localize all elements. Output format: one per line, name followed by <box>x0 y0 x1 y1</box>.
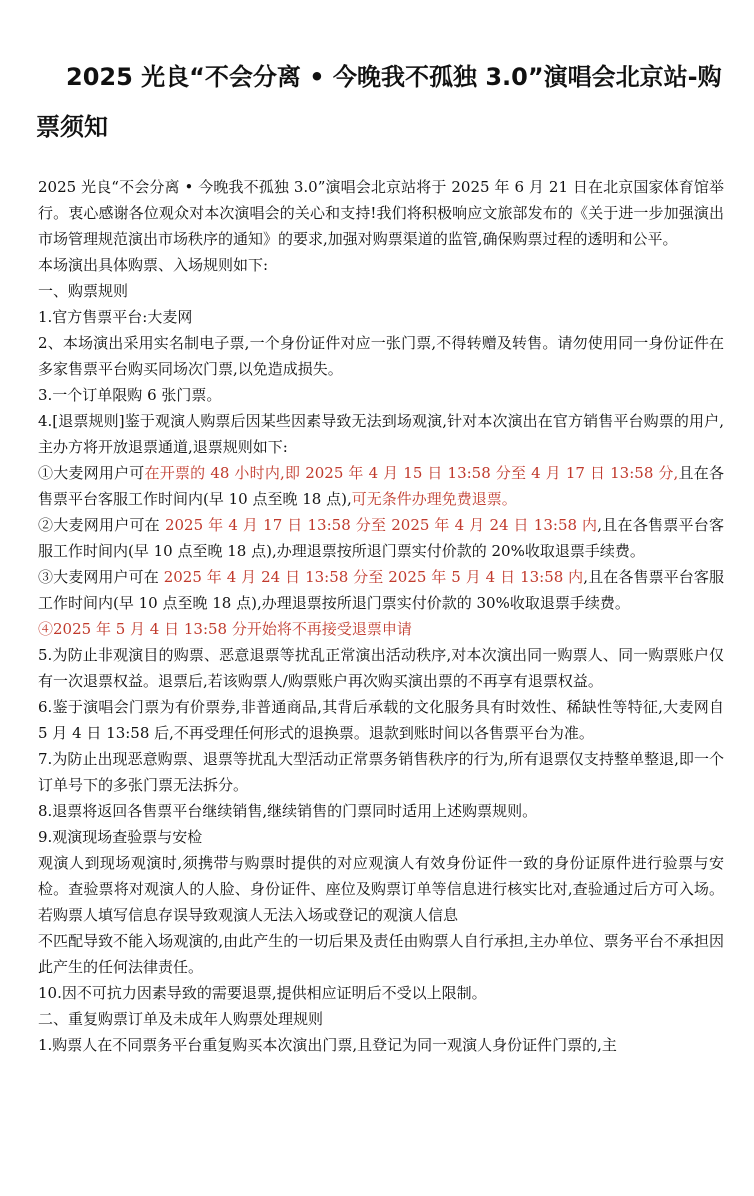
intro-paragraph: 2025 光良“不会分离 • 今晚我不孤独 3.0”演唱会北京站将于 2025 年 6 月 21 日在北京国家体育馆举行。衷心感谢各位观众对本次演唱会的关心和支持!我们将积极响应文旅部发布的《关于进一步加强演出市场管理规范演出市场秩序的通知》的要求,加强对购票渠道的监管,确保购票过程的透明和公平。 <box>38 178 724 248</box>
rule-item-2: 2、本场演出采用实名制电子票,一个身份证件对应一张门票,不得转赠及转售。请勿使用同一身份证件在多家售票平台购买同场次门票,以免造成损失。 <box>38 334 724 378</box>
rule-item-9-text-1: 观演人到现场观演时,须携带与购票时提供的对应观演人有效身份证件一致的身份证原件进行验票与安检。查验票将对观演人的人脸、身份证件、座位及购票订单等信息进行核实比对,查验通过后方可入场。若购票人填写信息存误导致观演人无法入场或登记的观演人信息 <box>38 854 724 924</box>
document-title: 2025 光良“不会分离 • 今晚我不孤独 3.0”演唱会北京站-购票须知 <box>36 63 722 141</box>
section-2-item-1: 1.购票人在不同票务平台重复购买本次演出门票,且登记为同一观演人身份证件门票的,主 <box>38 1036 617 1054</box>
refund-rule-1-hours: 且在各售票平台客服工作时间内(早 10 点至晚 18 点), <box>38 464 724 508</box>
rule-item-3: 3.一个订单限购 6 张门票。 <box>38 386 222 404</box>
rule-item-7: 7.为防止出现恶意购票、退票等扰乱大型活动正常票务销售秩序的行为,所有退票仅支持整单整退,即一个订单号下的多张门票无法拆分。 <box>38 750 724 794</box>
rule-item-8: 8.退票将返回各售票平台继续销售,继续销售的门票同时适用上述购票规则。 <box>38 802 538 820</box>
refund-rule-3-detail: ,且在各售票平台客服工作时间内(早 10 点至晚 18 点),办理退票按所退门票实付价款的 30%收取退票手续费。 <box>38 568 724 612</box>
document-body <box>38 174 724 1058</box>
rules-intro: 本场演出具体购票、入场规则如下: <box>38 256 269 274</box>
rule-item-1: 1.官方售票平台:大麦网 <box>38 308 193 326</box>
refund-rule-2-detail: ,且在各售票平台客服工作时间内(早 10 点至晚 18 点),办理退票按所退门票实付价款的 20%收取退票手续费。 <box>38 516 724 560</box>
rule-item-6: 6.鉴于演唱会门票为有价票券,非普通商品,其背后承载的文化服务具有时效性、稀缺性等特征,大麦网自 5 月 4 日 13:58 后,不再受理任何形式的退换票。退款到账时间以各售票平台为准。 <box>38 698 724 742</box>
refund-rule-1-condition: 可无条件办理免费退票。 <box>351 490 517 508</box>
refund-rule-1-period: 在开票的 48 小时内,即 2025 年 4 月 15 日 13:58 分至 4 月 17 日 13:58 分, <box>144 464 679 482</box>
section-heading-ticket-rules: 一、购票规则 <box>38 282 129 300</box>
rule-item-5: 5.为防止非观演目的购票、恶意退票等扰乱正常演出活动秩序,对本次演出同一购票人、同一购票账户仅有一次退票权益。退票后,若该购票人/购票账户再次购买演出票的不再享有退票权益。 <box>38 646 724 690</box>
refund-rule-3-period: 2025 年 4 月 24 日 13:58 分至 2025 年 5 月 4 日 13:58 内 <box>163 568 584 586</box>
refund-rule-4: ④2025 年 5 月 4 日 13:58 分开始将不再接受退票申请 <box>38 620 412 638</box>
section-heading-duplicate-orders: 二、重复购票订单及未成年人购票处理规则 <box>38 1010 324 1028</box>
rule-item-10: 10.因不可抗力因素导致的需要退票,提供相应证明后不受以上限制。 <box>38 984 487 1002</box>
refund-rule-3-lead: ③大麦网用户可在 <box>38 568 164 586</box>
refund-rule-2-lead: ②大麦网用户可在 <box>38 516 165 534</box>
refund-rule-3 <box>38 564 724 616</box>
refund-rule-1 <box>38 460 724 512</box>
refund-rule-1-lead: ①大麦网用户可 <box>38 464 145 482</box>
refund-rule-2-period: 2025 年 4 月 17 日 13:58 分至 2025 年 4 月 24 日 13:58 内 <box>164 516 598 534</box>
rule-item-9-text-2: 不匹配导致不能入场观演的,由此产生的一切后果及责任由购票人自行承担,主办单位、票务平台不承担因此产生的任何法律责任。 <box>38 932 724 976</box>
rule-item-9-heading: 9.观演现场查验票与安检 <box>38 828 203 846</box>
refund-rule-2 <box>38 512 724 564</box>
rule-item-4: 4.[退票规则]鉴于观演人购票后因某些因素导致无法到场观演,针对本次演出在官方销售平台购票的用户,主办方将开放退票通道,退票规则如下: <box>38 412 724 456</box>
